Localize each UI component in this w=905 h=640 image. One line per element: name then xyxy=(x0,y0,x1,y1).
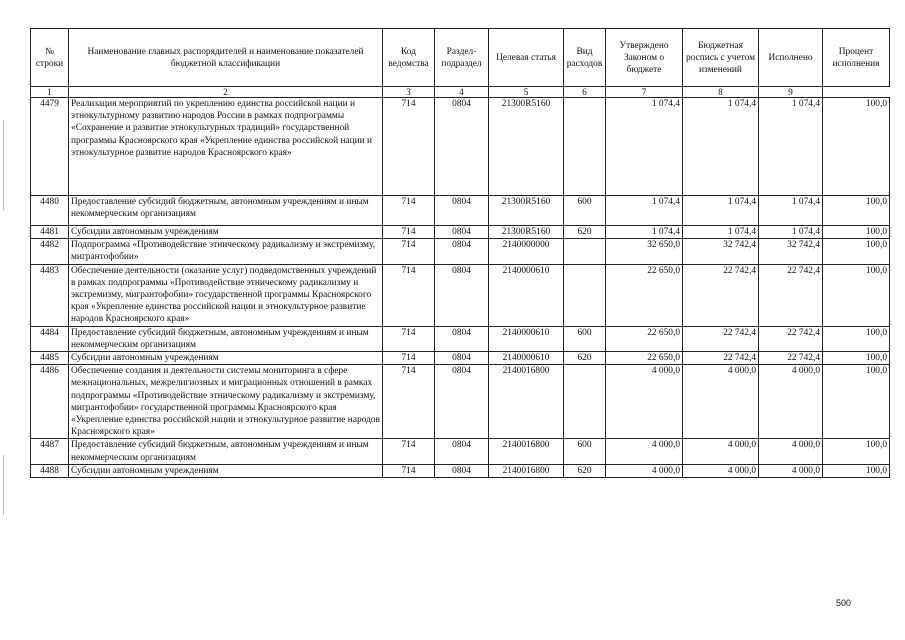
target-item: 21300R5160 xyxy=(489,98,564,196)
scan-edge-mark xyxy=(3,455,4,515)
table-row xyxy=(31,464,890,477)
column-number: 5 xyxy=(489,87,564,98)
target-item: 2140000610 xyxy=(489,264,564,326)
header-dept-code: Код ведомства xyxy=(383,29,435,87)
section-code: 0804 xyxy=(435,196,489,226)
target-item: 2140016800 xyxy=(489,439,564,464)
table-row xyxy=(31,226,890,239)
dept-code: 714 xyxy=(383,98,435,196)
header-target-item: Целевая статья xyxy=(489,29,564,87)
table-row xyxy=(31,439,890,464)
expense-type xyxy=(564,365,606,439)
approved-amount: 1 074,4 xyxy=(606,98,683,196)
row-name: Субсидии автономным учреждениям xyxy=(69,464,383,477)
expense-type: 600 xyxy=(564,196,606,226)
row-name: Подпрограмма «Противодействие этническому радикализму и экстремизму, мигрантофобии» xyxy=(69,239,383,264)
schedule-amount: 1 074,4 xyxy=(683,98,759,196)
row-number: 4484 xyxy=(31,326,69,351)
expense-type xyxy=(564,239,606,264)
target-item: 21300R5160 xyxy=(489,226,564,239)
table-row xyxy=(31,239,890,264)
target-item: 2140000000 xyxy=(489,239,564,264)
column-number: 4 xyxy=(435,87,489,98)
row-name: Предоставление субсидий бюджетным, автономным учреждениям и иным некоммерческим организациям xyxy=(69,326,383,351)
percent-executed: 100,0 xyxy=(823,365,890,439)
table-row xyxy=(31,98,890,196)
section-code: 0804 xyxy=(435,239,489,264)
row-number: 4480 xyxy=(31,196,69,226)
section-code: 0804 xyxy=(435,365,489,439)
approved-amount: 22 650,0 xyxy=(606,264,683,326)
approved-amount: 1 074,4 xyxy=(606,196,683,226)
executed-amount: 4 000,0 xyxy=(759,464,823,477)
expense-type xyxy=(564,98,606,196)
row-number: 4487 xyxy=(31,439,69,464)
schedule-amount: 22 742,4 xyxy=(683,352,759,365)
target-item: 2140016800 xyxy=(489,365,564,439)
approved-amount: 4 000,0 xyxy=(606,464,683,477)
row-name: Обеспечение создания и деятельности системы мониторинга в сфере межнациональных, межрелигиозных и миграционных отношений в рамках подпрограммы «Противодействие этническому радикализму и экстремизму, мигрантофобии» государственной программы Красноярского края «Укрепление единства российской нации и этнокультурное развитие народов Красноярского края» xyxy=(69,365,383,439)
row-number: 4483 xyxy=(31,264,69,326)
section-code: 0804 xyxy=(435,439,489,464)
executed-amount: 22 742,4 xyxy=(759,352,823,365)
section-code: 0804 xyxy=(435,226,489,239)
percent-executed: 100,0 xyxy=(823,439,890,464)
column-number: 1 xyxy=(31,87,69,98)
dept-code: 714 xyxy=(383,464,435,477)
dept-code: 714 xyxy=(383,352,435,365)
row-name: Предоставление субсидий бюджетным, автономным учреждениям и иным некоммерческим организациям xyxy=(69,439,383,464)
column-number: 2 xyxy=(69,87,383,98)
header-executed: Исполнено xyxy=(759,29,823,87)
expense-type: 620 xyxy=(564,226,606,239)
section-code: 0804 xyxy=(435,352,489,365)
approved-amount: 32 650,0 xyxy=(606,239,683,264)
dept-code: 714 xyxy=(383,239,435,264)
executed-amount: 22 742,4 xyxy=(759,326,823,351)
executed-amount: 1 074,4 xyxy=(759,98,823,196)
schedule-amount: 22 742,4 xyxy=(683,326,759,351)
executed-amount: 4 000,0 xyxy=(759,365,823,439)
column-number: 8 xyxy=(683,87,759,98)
target-item: 2140000610 xyxy=(489,326,564,351)
dept-code: 714 xyxy=(383,365,435,439)
row-name: Реализация мероприятий по укреплению единства российской нации и этнокультурному развитию народов России в рамках подпрограммы «Сохранение и развитие этнокультурных традиций» государственной программы Красноярского края «Укрепление единства российской нации и этнокультурное развитие народов Красноярского края» xyxy=(69,98,383,196)
header-budget-schedule: Бюджетная роспись с учетом изменений xyxy=(683,29,759,87)
section-code: 0804 xyxy=(435,326,489,351)
expense-type: 600 xyxy=(564,326,606,351)
schedule-amount: 32 742,4 xyxy=(683,239,759,264)
dept-code: 714 xyxy=(383,226,435,239)
row-name: Субсидии автономным учреждениям xyxy=(69,226,383,239)
column-number: 7 xyxy=(606,87,683,98)
header-expense-type: Вид расходов xyxy=(564,29,606,87)
executed-amount: 1 074,4 xyxy=(759,226,823,239)
row-number: 4485 xyxy=(31,352,69,365)
row-number: 4479 xyxy=(31,98,69,196)
expense-type: 600 xyxy=(564,439,606,464)
approved-amount: 1 074,4 xyxy=(606,226,683,239)
row-number: 4482 xyxy=(31,239,69,264)
table-row xyxy=(31,264,890,326)
row-number: 4481 xyxy=(31,226,69,239)
percent-executed: 100,0 xyxy=(823,264,890,326)
executed-amount: 4 000,0 xyxy=(759,439,823,464)
schedule-amount: 22 742,4 xyxy=(683,264,759,326)
dept-code: 714 xyxy=(383,196,435,226)
header-name: Наименование главных распорядителей и наименование показателей бюджетной классификации xyxy=(69,29,383,87)
section-code: 0804 xyxy=(435,98,489,196)
schedule-amount: 4 000,0 xyxy=(683,464,759,477)
header-approved: Утверждено Законом о бюджете xyxy=(606,29,683,87)
row-number: 4486 xyxy=(31,365,69,439)
percent-executed: 100,0 xyxy=(823,226,890,239)
scan-edge-mark xyxy=(3,120,4,210)
approved-amount: 22 650,0 xyxy=(606,352,683,365)
column-number: 3 xyxy=(383,87,435,98)
executed-amount: 1 074,4 xyxy=(759,196,823,226)
header-percent: Процент исполнения xyxy=(823,29,890,87)
schedule-amount: 4 000,0 xyxy=(683,365,759,439)
column-number-row xyxy=(31,87,890,98)
row-name: Субсидии автономным учреждениям xyxy=(69,352,383,365)
table-row xyxy=(31,326,890,351)
schedule-amount: 1 074,4 xyxy=(683,196,759,226)
expense-type: 620 xyxy=(564,464,606,477)
percent-executed: 100,0 xyxy=(823,239,890,264)
table-header-row xyxy=(31,29,890,87)
column-number: 9 xyxy=(759,87,823,98)
executed-amount: 32 742,4 xyxy=(759,239,823,264)
section-code: 0804 xyxy=(435,264,489,326)
section-code: 0804 xyxy=(435,464,489,477)
header-section: Раздел-подраздел xyxy=(435,29,489,87)
target-item: 2140000610 xyxy=(489,352,564,365)
budget-execution-table xyxy=(30,28,890,478)
dept-code: 714 xyxy=(383,264,435,326)
percent-executed: 100,0 xyxy=(823,464,890,477)
row-number: 4488 xyxy=(31,464,69,477)
expense-type xyxy=(564,264,606,326)
table-row xyxy=(31,352,890,365)
table-row xyxy=(31,365,890,439)
column-number: 6 xyxy=(564,87,606,98)
percent-executed: 100,0 xyxy=(823,352,890,365)
percent-executed: 100,0 xyxy=(823,326,890,351)
approved-amount: 22 650,0 xyxy=(606,326,683,351)
row-name: Предоставление субсидий бюджетным, автономным учреждениям и иным некоммерческим организациям xyxy=(69,196,383,226)
target-item: 2140016800 xyxy=(489,464,564,477)
target-item: 21300R5160 xyxy=(489,196,564,226)
percent-executed: 100,0 xyxy=(823,98,890,196)
dept-code: 714 xyxy=(383,326,435,351)
approved-amount: 4 000,0 xyxy=(606,439,683,464)
header-row-number: № строки xyxy=(31,29,69,87)
approved-amount: 4 000,0 xyxy=(606,365,683,439)
dept-code: 714 xyxy=(383,439,435,464)
table-row xyxy=(31,196,890,226)
executed-amount: 22 742,4 xyxy=(759,264,823,326)
schedule-amount: 1 074,4 xyxy=(683,226,759,239)
expense-type: 620 xyxy=(564,352,606,365)
schedule-amount: 4 000,0 xyxy=(683,439,759,464)
row-name: Обеспечение деятельности (оказание услуг) подведомственных учреждений в рамках подпрограммы «Противодействие этническому радикализму и экстремизму, мигрантофобии» государственной программы Красноярского края «Укрепление единства российской нации и этнокультурное развитие народов Красноярского края» xyxy=(69,264,383,326)
percent-executed: 100,0 xyxy=(823,196,890,226)
page-number: 500 xyxy=(836,598,852,608)
